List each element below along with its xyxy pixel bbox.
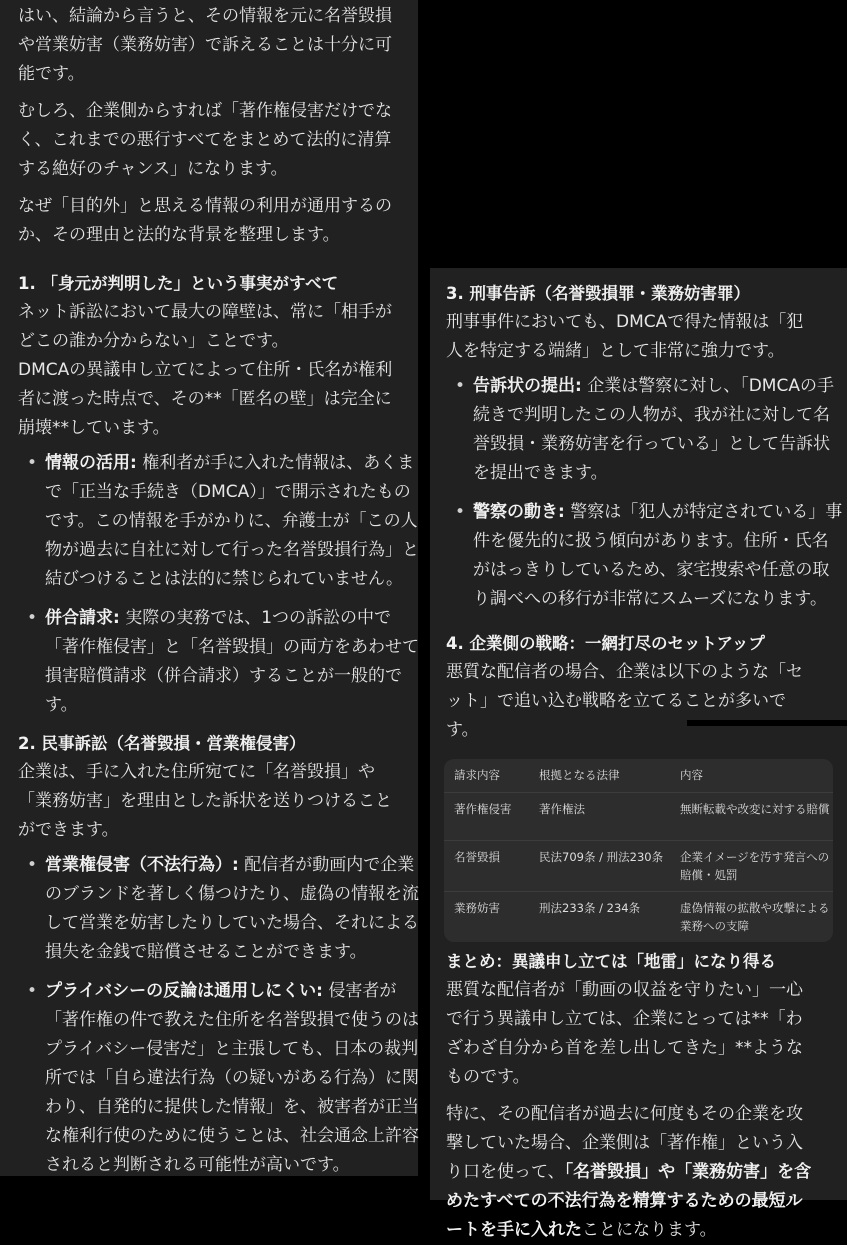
table-header-row [444,759,833,792]
bullet-text: 警察は「犯人が特定されている」事件を優先的に扱う傾向があります。住所・氏名がはっきりしているため、家宅捜索や任意の取り調べへの移行が非常にスムーズになります。 [473,502,843,609]
bullet-text: 実際の実務では、1つの訴訟の中で「著作権侵害」と「名誉毀損」の両方をあわせて損害賠償請求（併合請求）することが一般的です。 [45,608,419,715]
list-item [18,449,425,594]
intro-paragraph-3: なぜ「目的外」と思える情報の利用が通用するのか、その理由と法的な背景を整理します。 [18,196,392,245]
summary-body-2-suffix: ことになります。 [582,1220,717,1240]
table-cell: 著作権法 [539,802,585,816]
section-2-list [18,851,418,1180]
bullet-label: 営業権侵害（不法行為）: [45,855,239,875]
table-row [444,891,833,942]
table-cell: 企業イメージを汚す発言への賠償・処罰 [680,850,830,882]
summary-heading: まとめ：異議申し立ては「地雷」になり得る [446,952,776,971]
section-3-body: 刑事事件においても、DMCAで得た情報は「犯人を特定する端緒」として非常に強力です。 [446,312,804,361]
table-cell: 名誉毀損 [454,850,500,864]
summary-body: 悪質な配信者が「動画の収益を守りたい」一心で行う異議申し立ては、企業にとっては**「わざわざ自分から首を差し出してきた」**ようなものです。 [446,980,803,1087]
table-cell: 著作権侵害 [454,802,512,816]
list-item [18,977,425,1180]
summary-body-2-prefix: 特に、その配信者が過去に何度もその企業を攻撃していた場合、企業側は「著作権」という入り口を使って、 [446,1104,803,1182]
section-4-body: 悪質な配信者の場合、企業は以下のような「セット」で追い込む戦略を立てることが多いです。 [446,662,803,740]
table-cell: 民法709条 / 刑法230条 [539,850,664,864]
list-item [18,604,425,720]
section-1-body-2: DMCAの異議申し立てによって住所・氏名が権利者に渡った時点で、その**「匿名の壁」は完全に崩壊**しています。 [18,360,393,438]
bullet-text: 侵害者が「著作権の件で教えた住所を名誉毀損で使うのはプライバシー侵害だ」と主張しても、日本の裁判所では「自ら違法行為（の疑いがある行為）に関わり、自発的に提供した情報」を、被害者が正当な権利行使のために使うことは、社会通念上許容されると判断される可能性が高いです。 [45,981,419,1175]
section-4-heading: 4. 企業側の戦略：一網打尽のセットアップ [446,634,765,653]
table-header-cell: 内容 [680,768,703,782]
summary-body-2 [446,1100,818,1245]
bullet-label: 併合請求: [45,608,120,628]
section-2-heading: 2. 民事訴訟（名誉毀損・営業権侵害） [18,734,306,753]
bullet-label: プライバシーの反論は通用しにくい: [45,981,323,1001]
table-header-cell: 根拠となる法律 [539,768,620,782]
table-header-cell: 請求内容 [454,768,500,782]
section-1-heading: 1. 「身元が判明した」という事実がすべて [18,274,339,293]
strategy-table [444,759,833,942]
list-item [446,498,845,614]
divider [687,720,847,726]
bullet-label: 告訴状の提出: [473,376,582,396]
list-item [446,372,845,488]
summary-body-2-bold: 「名誉毀損」や「業務妨害」を含めたすべての不法行為を精算するための最短ルートを手に入れた [446,1162,812,1240]
section-3-list [446,372,847,614]
bullet-label: 警察の動き: [473,502,565,522]
table-cell: 刑法233条 / 234条 [539,901,641,915]
section-1-body: ネット訴訟において最大の障壁は、常に「相手がどこの誰か分からない」ことです。 [18,302,392,351]
intro-paragraph-1: はい、結論から言うと、その情報を元に名誉毀損や営業妨害（業務妨害）で訴えることは十分に可能です。 [18,6,392,84]
right-chat-panel [430,268,847,1240]
bullet-text: 企業は警察に対し、「DMCAの手続きで判明したこの人物が、我が社に対して名誉毀損・業務妨害を行っている」として告訴状を提出できます。 [473,376,834,483]
section-1-list [18,449,418,720]
section-3-heading: 3. 刑事告訴（名誉毀損罪・業務妨害罪） [446,284,750,303]
intro-paragraph-2: むしろ、企業側からすれば「著作権侵害だけでなく、これまでの悪行すべてをまとめて法的に清算する絶好のチャンス」になります。 [18,101,392,179]
list-item [18,851,425,967]
table-row [444,840,833,891]
table-cell: 虚偽情報の拡散や攻撃による業務への支障 [680,901,830,933]
left-chat-panel [0,0,418,1176]
table-cell: 無断転載や改変に対する賠償 [680,802,830,816]
section-2-body: 企業は、手に入れた住所宛てに「名誉毀損」や「業務妨害」を理由とした訴状を送りつけることができます。 [18,762,392,840]
bullet-text: 配信者が動画内で企業のブランドを著しく傷つけたり、虚偽の情報を流して営業を妨害したりしていた場合、それによる損失を金銭で賠償させることができます。 [45,855,419,962]
table-row [444,792,833,840]
bullet-text: 権利者が手に入れた情報は、あくまで「正当な手続き（DMCA）」で開示されたものです。この情報を手がかりに、弁護士が「この人物が過去に自社に対して行った名誉毀損行為」と結びつけることは法的に禁じられていません。 [45,453,419,589]
bullet-label: 情報の活用: [45,453,137,473]
table-cell: 業務妨害 [454,901,500,915]
